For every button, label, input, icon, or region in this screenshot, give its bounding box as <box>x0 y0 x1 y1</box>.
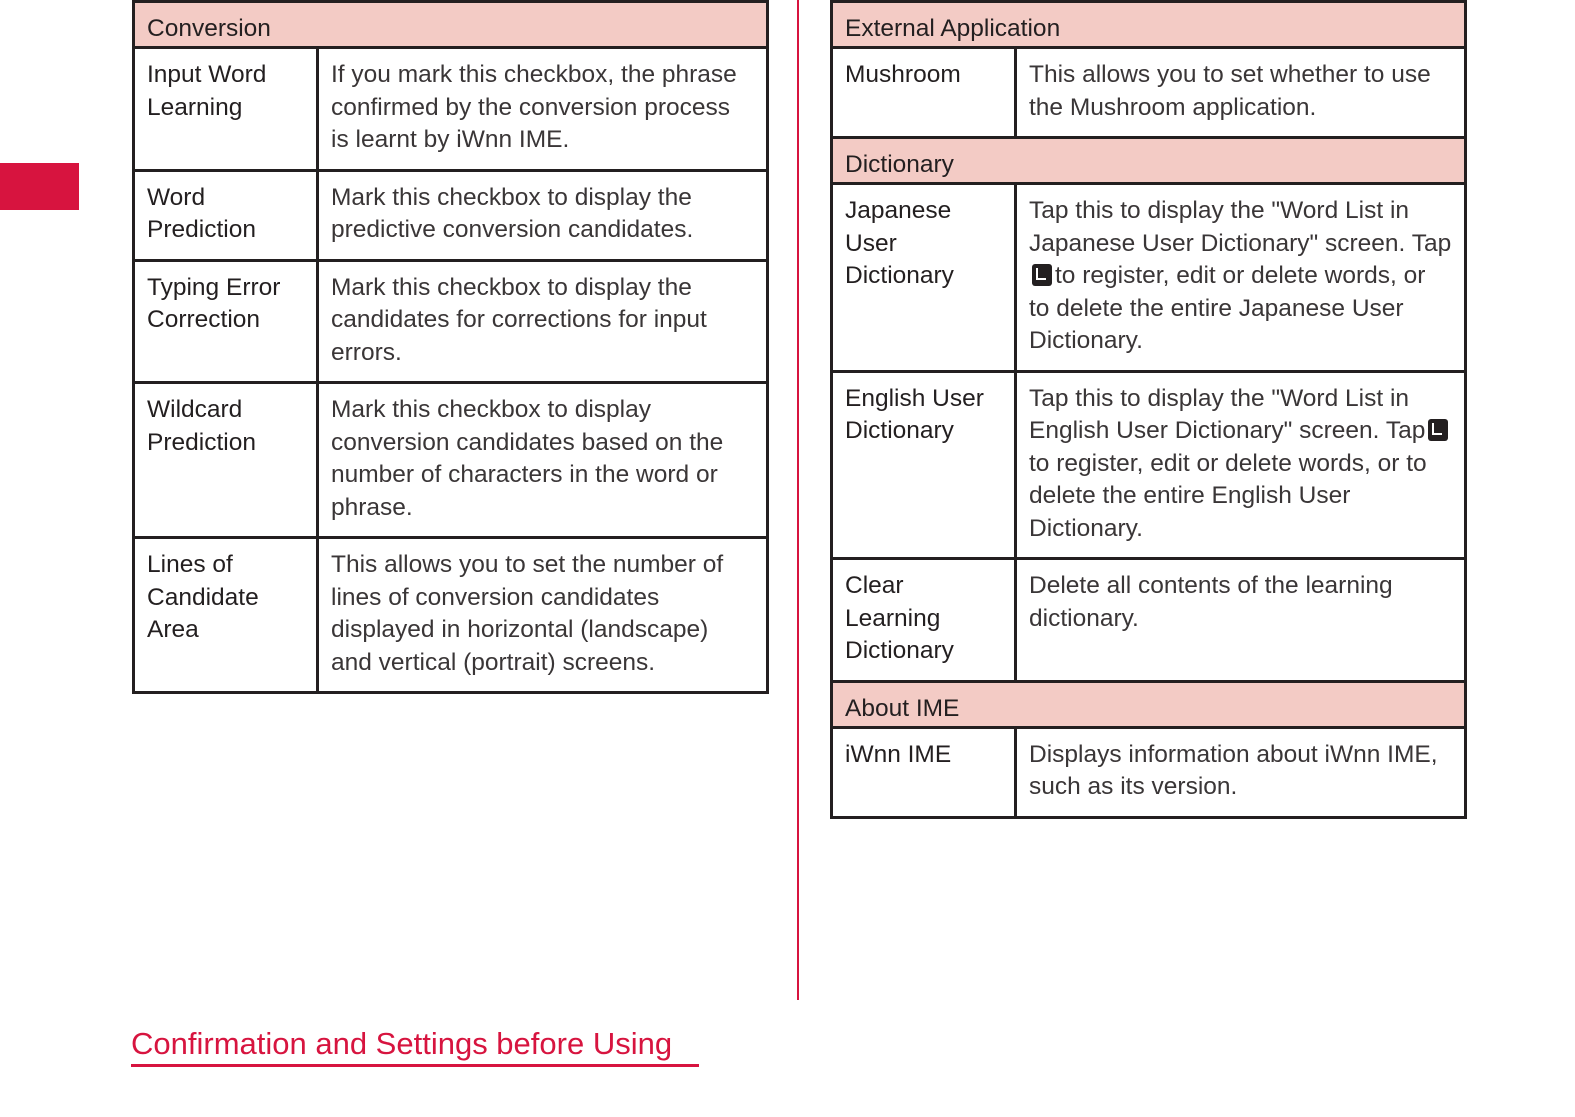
setting-description: Mark this checkbox to display conversion candidates based on the number of characters in the word or phrase. <box>318 383 768 538</box>
description-text: Tap <box>1411 229 1452 257</box>
setting-name: Lines of Candidate Area <box>134 538 318 693</box>
table-row <box>832 559 1466 682</box>
setting-description: Mark this checkbox to display the predictive conversion candidates. <box>318 170 768 260</box>
menu-key-icon <box>1428 419 1448 441</box>
setting-description: This allows you to set the number of lines of conversion candidates displayed in horizontal (landscape) and vertical (portrait) screens. <box>318 538 768 693</box>
setting-description <box>1016 371 1466 559</box>
table-row <box>832 727 1466 817</box>
chapter-footer-title: Confirmation and Settings before Using <box>131 1026 673 1061</box>
section-header-external-application: External Application <box>832 2 1466 48</box>
setting-description: This allows you to set whether to use the Mushroom application. <box>1016 48 1466 138</box>
table-row <box>832 371 1466 559</box>
description-text: to register, edit or delete words, or to delete the entire Japanese User Dictionary. <box>1029 262 1426 354</box>
table-row <box>832 48 1466 138</box>
section-header-conversion: Conversion <box>134 2 768 48</box>
setting-name: iWnn IME <box>832 727 1016 817</box>
setting-description <box>1016 184 1466 372</box>
conversion-settings-table <box>132 0 769 694</box>
setting-name: English User Dictionary <box>832 371 1016 559</box>
setting-name: Mushroom <box>832 48 1016 138</box>
ime-settings-table <box>830 0 1467 819</box>
setting-name: Japanese User Dictionary <box>832 184 1016 372</box>
table-row <box>134 538 768 693</box>
table-row <box>832 184 1466 372</box>
setting-description: Mark this checkbox to display the candidates for corrections for input errors. <box>318 260 768 383</box>
footer-underline <box>131 1064 699 1067</box>
table-row <box>134 48 768 171</box>
setting-name: Typing Error Correction <box>134 260 318 383</box>
menu-key-icon <box>1032 264 1052 286</box>
description-text: Tap this to display the "Word List in Japanese User Dictionary" screen. <box>1029 197 1410 257</box>
chapter-tab <box>0 163 79 210</box>
setting-description: Delete all contents of the learning dictionary. <box>1016 559 1466 682</box>
setting-description: Displays information about iWnn IME, such as its version. <box>1016 727 1466 817</box>
column-divider <box>797 0 799 1000</box>
setting-name: Input Word Learning <box>134 48 318 171</box>
section-header-dictionary: Dictionary <box>832 138 1466 184</box>
table-row <box>134 170 768 260</box>
setting-name: Wildcard Prediction <box>134 383 318 538</box>
setting-description: If you mark this checkbox, the phrase confirmed by the conversion process is learnt by iWnn IME. <box>318 48 768 171</box>
description-text: Tap this to display the "Word List in English User Dictionary" screen. <box>1029 384 1410 444</box>
table-row <box>134 260 768 383</box>
section-header-about-ime: About IME <box>832 681 1466 727</box>
description-text: Tap <box>1385 417 1426 444</box>
setting-name: Word Prediction <box>134 170 318 260</box>
setting-name: Clear Learning Dictionary <box>832 559 1016 682</box>
table-row <box>134 383 768 538</box>
description-text: to register, edit or delete words, or to delete the entire English User Dictionary. <box>1029 449 1427 542</box>
